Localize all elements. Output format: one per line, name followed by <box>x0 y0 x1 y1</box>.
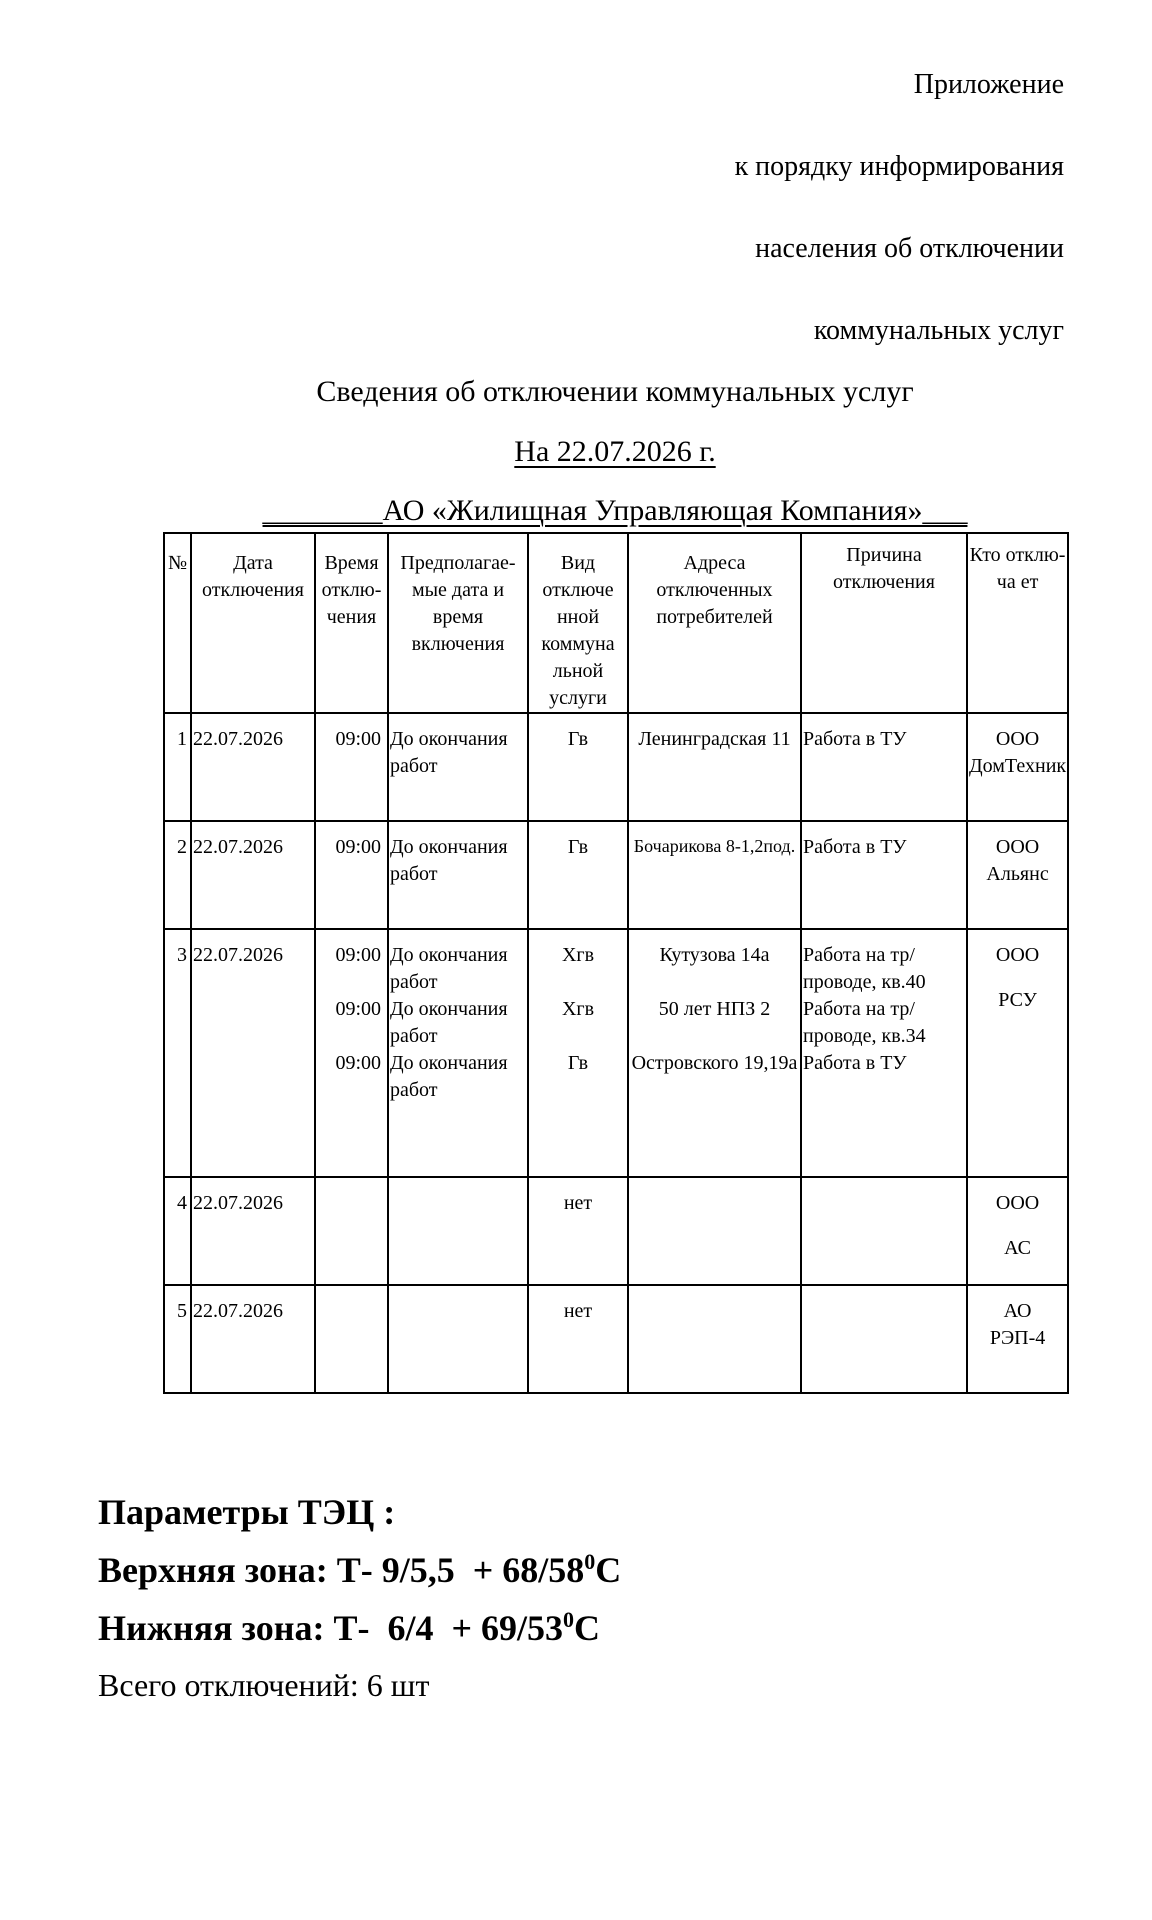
row-address <box>628 1285 801 1393</box>
row-date: 22.07.2026 <box>191 929 315 1177</box>
table-row <box>164 929 1068 1177</box>
row-time: 09:00 <box>335 1052 381 1074</box>
col-date-header: Дата отключения <box>191 533 315 713</box>
params-heading: Параметры ТЭЦ : <box>98 1492 396 1532</box>
appendix-line-4: коммунальных услуг <box>813 315 1064 346</box>
company-line <box>0 493 1152 529</box>
row-restore <box>388 1177 528 1285</box>
row-who <box>967 1177 1068 1285</box>
row-who <box>967 1285 1068 1393</box>
row-who-line: ООО <box>995 1192 1040 1214</box>
row-restore: До окончания работ <box>388 713 528 821</box>
row-time: 09:00 <box>335 998 381 1020</box>
col-restore-header: Предполагае-мые дата и время включения <box>388 533 528 713</box>
row-service-type: Гв <box>528 821 628 929</box>
outage-table <box>163 532 1069 1394</box>
row-who <box>967 929 1068 1177</box>
row-who-line: РЭП-4 <box>989 1327 1046 1349</box>
row-time: 09:00 <box>315 821 388 929</box>
row-restore <box>388 1285 528 1393</box>
row-service-types <box>528 929 628 1177</box>
row-reason: Работа на тр/проводе, кв.40 <box>803 944 926 993</box>
row-reason: Работа в ТУ <box>801 713 967 821</box>
row-date: 22.07.2026 <box>191 1285 315 1393</box>
document-title: Сведения об отключении коммунальных услуг <box>316 375 914 408</box>
row-who-line: ООО <box>995 944 1040 966</box>
tec-parameters <box>98 1488 621 1653</box>
row-service-type: нет <box>528 1285 628 1393</box>
row-reason: Работа в ТУ <box>803 1052 907 1074</box>
row-who-line: АО <box>1003 1300 1032 1322</box>
row-date: 22.07.2026 <box>191 1177 315 1285</box>
row-restore-item: До окончания работ <box>390 998 508 1047</box>
row-num: 2 <box>164 821 191 929</box>
col-service-header: Вид отключе нной коммуна льной услуги <box>528 533 628 713</box>
row-time <box>315 1177 388 1285</box>
row-address: Бочарикова 8-1,2под. <box>628 821 801 929</box>
row-address <box>628 1177 801 1285</box>
row-service-type: Хгв <box>561 998 595 1020</box>
row-reasons <box>801 929 967 1177</box>
table-row <box>164 1285 1068 1393</box>
appendix-line-1: Приложение <box>913 69 1064 100</box>
appendix-line-2: к порядку информирования <box>734 151 1064 182</box>
row-who: ООО ДомТехник <box>967 713 1068 821</box>
row-times <box>315 929 388 1177</box>
row-who-line: АС <box>1004 1237 1031 1259</box>
table-header-row <box>164 533 1068 713</box>
row-service-type: нет <box>528 1177 628 1285</box>
row-num: 1 <box>164 713 191 821</box>
row-num: 4 <box>164 1177 191 1285</box>
row-service-type: Гв <box>567 1052 589 1074</box>
date-line <box>0 434 1152 470</box>
col-time-header: Время отклю-чения <box>315 533 388 713</box>
col-reason-header: Причина отключения <box>801 533 967 713</box>
row-reason: Работа в ТУ <box>801 821 967 929</box>
row-restore <box>388 929 528 1177</box>
row-date: 22.07.2026 <box>191 821 315 929</box>
company-text: ________АО «Жилищная Управляющая Компания»___ <box>262 494 968 527</box>
appendix-line-3: населения об отключении <box>755 233 1064 264</box>
row-time: 09:00 <box>315 713 388 821</box>
col-address-header: Адреса отключенных потребителей <box>628 533 801 713</box>
row-who-line: РСУ <box>998 989 1037 1011</box>
row-time: 09:00 <box>335 944 381 966</box>
row-address: Островского 19,19а <box>631 1052 798 1074</box>
row-addresses <box>628 929 801 1177</box>
table-row <box>164 821 1068 929</box>
row-address: 50 лет НПЗ 2 <box>658 998 771 1020</box>
row-who: ООО Альянс <box>967 821 1068 929</box>
row-time <box>315 1285 388 1393</box>
row-address: Ленинградская 11 <box>628 713 801 821</box>
total-outages: Всего отключений: 6 шт <box>98 1667 430 1703</box>
row-date: 22.07.2026 <box>191 713 315 821</box>
date-text: На 22.07.2026 г. <box>514 435 716 468</box>
params-upper-zone: Верхняя зона: Т- $9/5,5 + 68/58^0С$ <box>98 1549 622 1590</box>
row-service-type: Хгв <box>561 944 595 966</box>
row-reason <box>801 1177 967 1285</box>
params-lower-zone: Нижняя зона: Т- $6/4 + 69/53^0С$ <box>98 1607 601 1648</box>
row-restore-item: До окончания работ <box>390 944 508 993</box>
row-address: Кутузова 14а <box>659 944 770 966</box>
col-who-header: Кто отклю-ча ет <box>967 533 1068 713</box>
row-service-type: Гв <box>528 713 628 821</box>
table-row <box>164 713 1068 821</box>
row-reason <box>801 1285 967 1393</box>
col-num-header: № <box>164 533 191 713</box>
row-reason: Работа на тр/проводе, кв.34 <box>803 998 926 1047</box>
table-row <box>164 1177 1068 1285</box>
row-restore-item: До окончания работ <box>390 1052 508 1101</box>
row-num: 3 <box>164 929 191 1177</box>
row-restore: До окончания работ <box>388 821 528 929</box>
row-num: 5 <box>164 1285 191 1393</box>
